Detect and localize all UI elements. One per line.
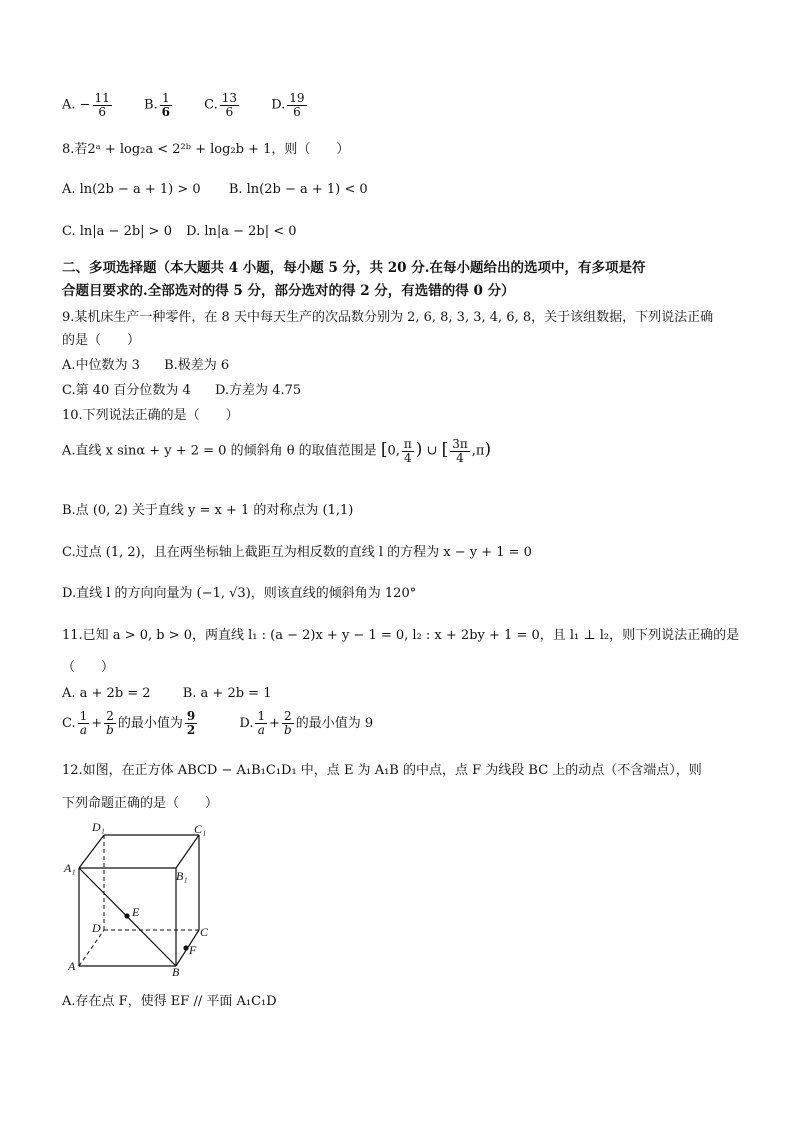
q8-stem: 8.若2ᵃ + log₂a < 2²ᵇ + log₂b + 1，则（ ） — [62, 142, 350, 157]
q11-options-cd — [62, 710, 373, 736]
q9-option-a: A.中位数为 3 — [62, 358, 140, 373]
q11-option-b: B. a + 2b = 1 — [182, 686, 272, 701]
q9-stem-line2: 的是（ ） — [62, 333, 141, 348]
label-b1: B₁ — [176, 869, 188, 883]
q12-stem-line1: 12.如图，在正方体 ABCD − A₁B₁C₁D₁ 中，点 E 为 A₁B 的中点，点 F 为线段 BC 上的动点（不含端点），则 — [62, 763, 702, 778]
q7-option-c: C. $\frac{13}{6}$ — [204, 91, 238, 119]
label-b: B — [172, 965, 180, 978]
label-c: C — [200, 925, 209, 939]
q9-option-d: D.方差为 4.75 — [214, 383, 302, 398]
q7-option-a: A. − $\frac{11}{6}$ — [62, 91, 110, 119]
q8-options-cd — [62, 224, 297, 240]
q8-option-c: C. ln|a − 2b| > 0 — [62, 224, 172, 239]
q11-stem-line1: 11.已知 a > 0, b > 0，两直线 l₁ : (a − 2)x + y − 1 = 0, l₂ : x + 2by + 1 = 0，且 l₁ ⊥ l₂，则下列说法正确的是 — [62, 628, 740, 643]
q9-stem-line1: 9.某机床生产一种零件，在 8 天中每天生产的次品数分别为 2, 6, 8, 3, 3, 4, 6, 8，关于该组数据，下列说法正确 — [62, 310, 714, 325]
q8-options-ab — [62, 182, 368, 198]
section2-header-line1: 二、多项选择题（本大题共 4 小题，每小题 5 分，共 20 分.在每小题给出的选项中，有多项是符 — [62, 260, 646, 276]
q9-options-ab — [62, 358, 229, 374]
label-f: F — [189, 943, 197, 957]
q12-option-a: A.存在点 F，使得 EF // 平面 A₁C₁D — [62, 994, 277, 1009]
q11-option-a: A. a + 2b = 2 — [62, 686, 151, 701]
q9-option-c: C.第 40 百分位数为 4 — [62, 383, 191, 398]
section2-header-line2: 合题目要求的.全部选对的得 5 分，部分选对的得 2 分，有选错的得 0 分） — [62, 283, 515, 299]
q7-options — [62, 92, 335, 118]
q9-options-cd — [62, 383, 301, 399]
q12-stem-line2: 下列命题正确的是（ ） — [62, 796, 219, 811]
cube-figure — [58, 818, 218, 978]
label-a: A — [68, 959, 76, 973]
q11-option-d: D. $\frac{1}{a}$ + $\frac{2}{b}$ 的最小值为 9 — [239, 709, 374, 737]
label-c1: C₁ — [194, 822, 207, 836]
label-a1: A₁ — [64, 861, 76, 875]
q7-option-d: D. $\frac{19}{6}$ — [271, 91, 305, 119]
q8-option-d: D. ln|a − 2b| < 0 — [186, 224, 297, 239]
q10-option-a: A.直线 x sinα + y + 2 = 0 的倾斜角 θ 的取值范围是 [0, $\frac{\pi}{4}$ ) ∪ [ $\frac{3\pi}{4}$ ,π) — [62, 437, 492, 465]
label-d1: D₁ — [92, 820, 105, 834]
q10-stem: 10.下列说法正确的是（ ） — [62, 408, 239, 423]
q10-option-b: B.点 (0, 2) 关于直线 y = x + 1 的对称点为 (1,1) — [62, 503, 354, 518]
q10-option-d: D.直线 l 的方向向量为 (−1, √3)，则该直线的倾斜角为 120° — [62, 586, 417, 601]
label-d: D — [92, 921, 101, 935]
q8-option-b: B. ln(2b − a + 1) < 0 — [228, 182, 368, 197]
q7-option-b: B. $\frac{1}{6}$ — [143, 91, 171, 119]
q11-stem-line2: （ ） — [62, 660, 115, 675]
q11-options-ab — [62, 686, 271, 702]
q8-option-a: A. ln(2b − a + 1) > 0 — [62, 182, 201, 197]
q10-option-c: C.过点 (1, 2)，且在两坐标轴上截距互为相反数的直线 l 的方程为 x − y + 1 = 0 — [62, 545, 532, 560]
label-e: E — [132, 905, 140, 919]
q11-option-c: C. $\frac{1}{a}$ + $\frac{2}{b}$ 的最小值为 $\frac{9}{2}$ — [62, 709, 196, 737]
q9-option-b: B.极差为 6 — [164, 358, 230, 373]
